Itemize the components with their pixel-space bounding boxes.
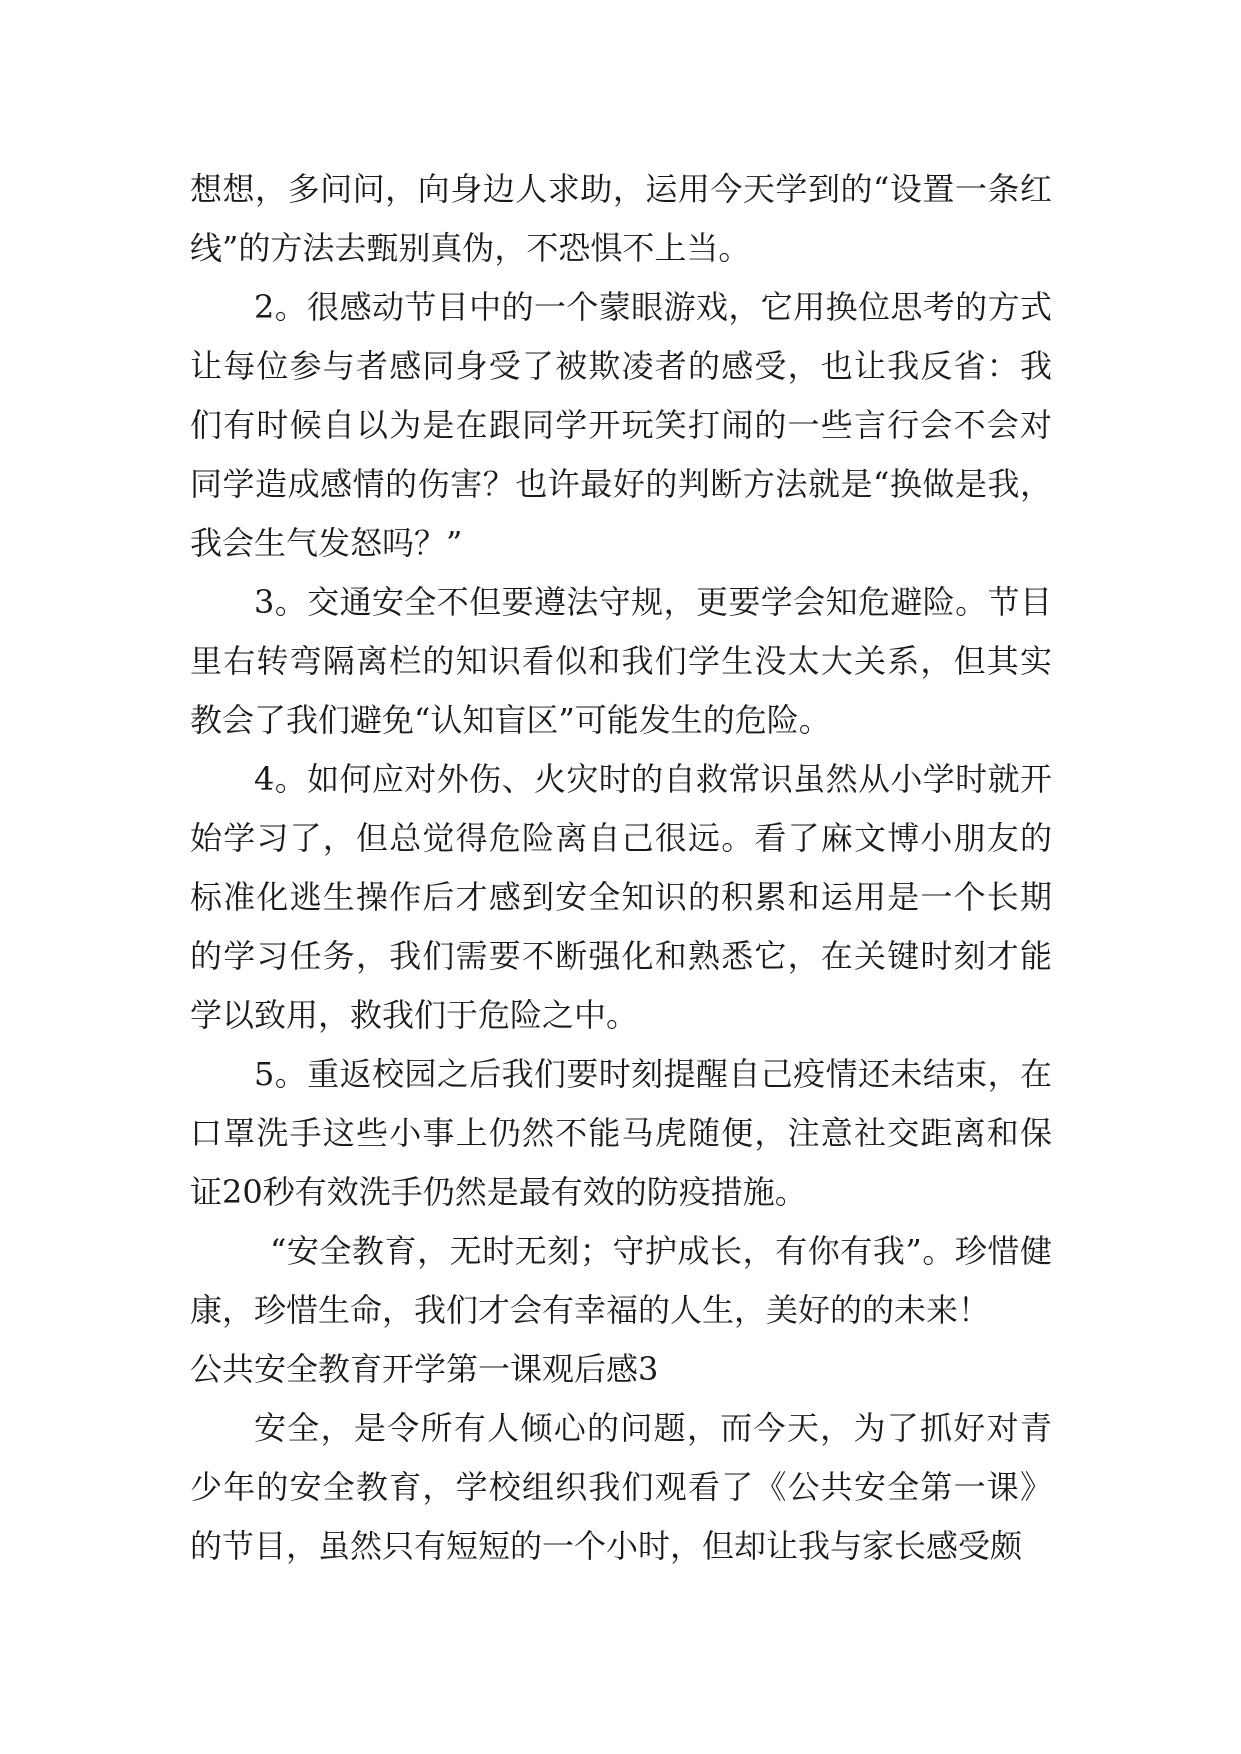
paragraph-continuation: 想想，多问问，向身边人求助，运用今天学到的“设置一条红线”的方法去甄别真伪，不恐惧不上当。 <box>190 170 1052 267</box>
section-heading: 公共安全教育开学第一课观后感3 <box>190 1350 659 1388</box>
document-body <box>190 160 1052 1576</box>
paragraph-item-3: 3。交通安全不但要遵法守规，更要学会知危避险。节目里右转弯隔离栏的知识看似和我们学生没太大关系，但其实教会了我们避免“认知盲区”可能发生的危险。 <box>190 583 1052 739</box>
paragraph-item-4: 4。如何应对外伤、火灾时的自救常识虽然从小学时就开始学习了，但总觉得危险离自己很远。看了麻文博小朋友的标准化逃生操作后才感到安全知识的积累和运用是一个长期的学习任务，我们需要不断强化和熟悉它，在关键时刻才能学以致用，救我们于危险之中。 <box>190 760 1052 1034</box>
paragraph-intro: 安全，是令所有人倾心的问题，而今天，为了抓好对青少年的安全教育，学校组织我们观看了《公共安全第一课》的节目，虽然只有短短的一个小时，但却让我与家长感受颇 <box>190 1409 1052 1565</box>
paragraph-item-5: 5。重返校园之后我们要时刻提醒自己疫情还未结束，在口罩洗手这些小事上仍然不能马虎随便，注意社交距离和保证20秒有效洗手仍然是最有效的防疫措施。 <box>190 1055 1052 1211</box>
paragraph-slogan: “安全教育，无时无刻；守护成长，有你有我”。珍惜健康，珍惜生命，我们才会有幸福的人生，美好的的未来！ <box>190 1232 1052 1329</box>
paragraph-item-2: 2。很感动节目中的一个蒙眼游戏，它用换位思考的方式让每位参与者感同身受了被欺凌者的感受，也让我反省：我们有时候自以为是在跟同学开玩笑打闹的一些言行会不会对同学造成感情的伤害？也许最好的判断方法就是“换做是我，我会生气发怒吗？” <box>190 288 1052 562</box>
